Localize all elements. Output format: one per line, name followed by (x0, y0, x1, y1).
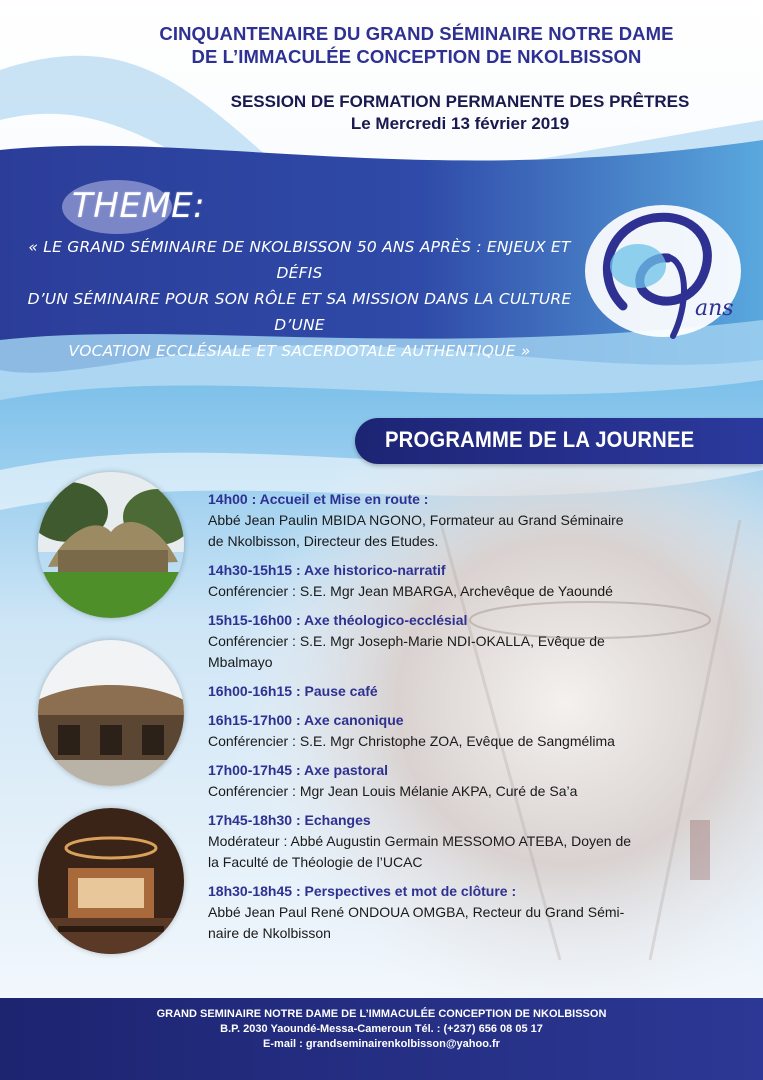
program-item-line: Conférencier : S.E. Mgr Christophe ZOA, Evêque de Sangmélima (208, 733, 615, 749)
program-item-time: 17h45-18h30 (208, 812, 293, 828)
session-info (160, 91, 760, 135)
program-item (208, 760, 728, 802)
program-item-heading (208, 881, 728, 902)
program-item-title: Axe canonique (303, 712, 404, 728)
program-item-title: Pause café (304, 683, 378, 699)
program-item-end: : (419, 491, 429, 507)
program-item-heading (208, 810, 728, 831)
program-item-line: Conférencier : Mgr Jean Louis Mélanie AKPA, Curé de Sa’a (208, 783, 578, 799)
program-item-time: 16h00-16h15 (208, 683, 293, 699)
program-item (208, 560, 728, 602)
program-item-title: Echanges (304, 812, 371, 828)
theme-statement (22, 234, 577, 364)
theme-line-3: VOCATION ECCLÉSIALE ET SACERDOTALE AUTHENTIQUE » (68, 342, 531, 360)
program-item-title: Axe pastoral (303, 762, 389, 778)
session-title: SESSION DE FORMATION PERMANENTE DES PRÊTRES (230, 92, 690, 111)
program-item-title: Axe historico-narratif (303, 562, 446, 578)
theme-line-2: D’UN SÉMINAIRE POUR SON RÔLE ET SA MISSION DANS LA CULTURE D’UNE (27, 290, 572, 334)
program-item-separator: : (292, 612, 304, 628)
session-date: Le Mercredi 13 février 2019 (350, 114, 570, 133)
program-item-separator: : (292, 883, 305, 899)
flyer-footer (0, 998, 763, 1080)
program-item (208, 681, 728, 702)
program-item-time: 17h00-17h45 (208, 762, 293, 778)
program-item-separator: : (247, 491, 260, 507)
program-item-time: 15h15-16h00 (208, 612, 293, 628)
program-item-heading (208, 489, 728, 510)
footer-email: E-mail : grandseminairenkolbisson@yahoo.fr (263, 1038, 500, 1050)
program-item-line: Abbé Jean Paulin MBIDA NGONO, Formateur au Grand Séminaire (208, 512, 624, 528)
program-item-line: Modérateur : Abbé Augustin Germain MESSOMO ATEBA, Doyen de (208, 833, 632, 849)
photo-seminary-entrance (38, 640, 184, 786)
program-item-time: 16h15-17h00 (208, 712, 293, 728)
program-item-line: Conférencier : S.E. Mgr Joseph-Marie NDI-OKALLA, Evêque de (208, 633, 605, 649)
title-line-1: CINQUANTENAIRE DU GRAND SÉMINAIRE NOTRE DAME (159, 23, 674, 44)
logo-ans-text: ans (695, 296, 734, 321)
program-item-separator: : (292, 762, 304, 778)
program-item-line: Conférencier : S.E. Mgr Jean MBARGA, Archevêque de Yaoundé (208, 583, 613, 599)
program-item-time: 14h30-15h15 (208, 562, 293, 578)
footer-address: B.P. 2030 Yaoundé-Messa-Cameroun Tél. : (+237) 656 08 05 17 (220, 1023, 543, 1035)
theme-line-1: « LE GRAND SÉMINAIRE DE NKOLBISSON 50 ANS APRÈS : ENJEUX ET DÉFIS (28, 238, 571, 282)
program-item-heading (208, 681, 728, 702)
program-item-title: Accueil et Mise en route (259, 491, 420, 507)
program-item-title: Axe théologico-ecclésial (303, 612, 468, 628)
photo-seminary-exterior (38, 472, 184, 618)
program-list (208, 489, 728, 952)
program-item-separator: : (292, 562, 304, 578)
program-item-heading (208, 610, 728, 631)
program-item-separator: : (292, 712, 304, 728)
theme-label: THEME: (72, 186, 206, 226)
program-item (208, 810, 728, 873)
program-item-time: 14h00 (208, 491, 248, 507)
program-item-separator: : (292, 812, 305, 828)
flyer-header (0, 22, 763, 68)
program-item (208, 489, 728, 552)
program-item (208, 610, 728, 673)
program-item-time: 18h30-18h45 (208, 883, 293, 899)
program-item-line: Mbalmayo (208, 654, 273, 670)
program-item-end: : (507, 883, 517, 899)
program-item-line: la Faculté de Théologie de l’UCAC (208, 854, 423, 870)
program-item-line: de Nkolbisson, Directeur des Etudes. (208, 533, 439, 549)
program-item-heading (208, 710, 728, 731)
program-item-heading (208, 560, 728, 581)
photo-chapel-interior (38, 808, 184, 954)
program-item-line: Abbé Jean Paul René ONDOUA OMGBA, Recteur du Grand Sémi- (208, 904, 625, 920)
program-item-title: Perspectives et mot de clôture (304, 883, 508, 899)
program-item (208, 881, 728, 944)
program-item-line: naire de Nkolbisson (208, 925, 331, 941)
footer-institution: GRAND SEMINAIRE NOTRE DAME DE L’IMMACULÉE CONCEPTION DE NKOLBISSON (156, 1008, 607, 1020)
title-line-2: DE L’IMMACULÉE CONCEPTION DE NKOLBISSON (191, 46, 642, 67)
program-item-separator: : (292, 683, 305, 699)
program-item-heading (208, 760, 728, 781)
jubilee-logo (583, 196, 753, 346)
program-item (208, 710, 728, 752)
program-heading: PROGRAMME DE LA JOURNEE (385, 427, 695, 452)
